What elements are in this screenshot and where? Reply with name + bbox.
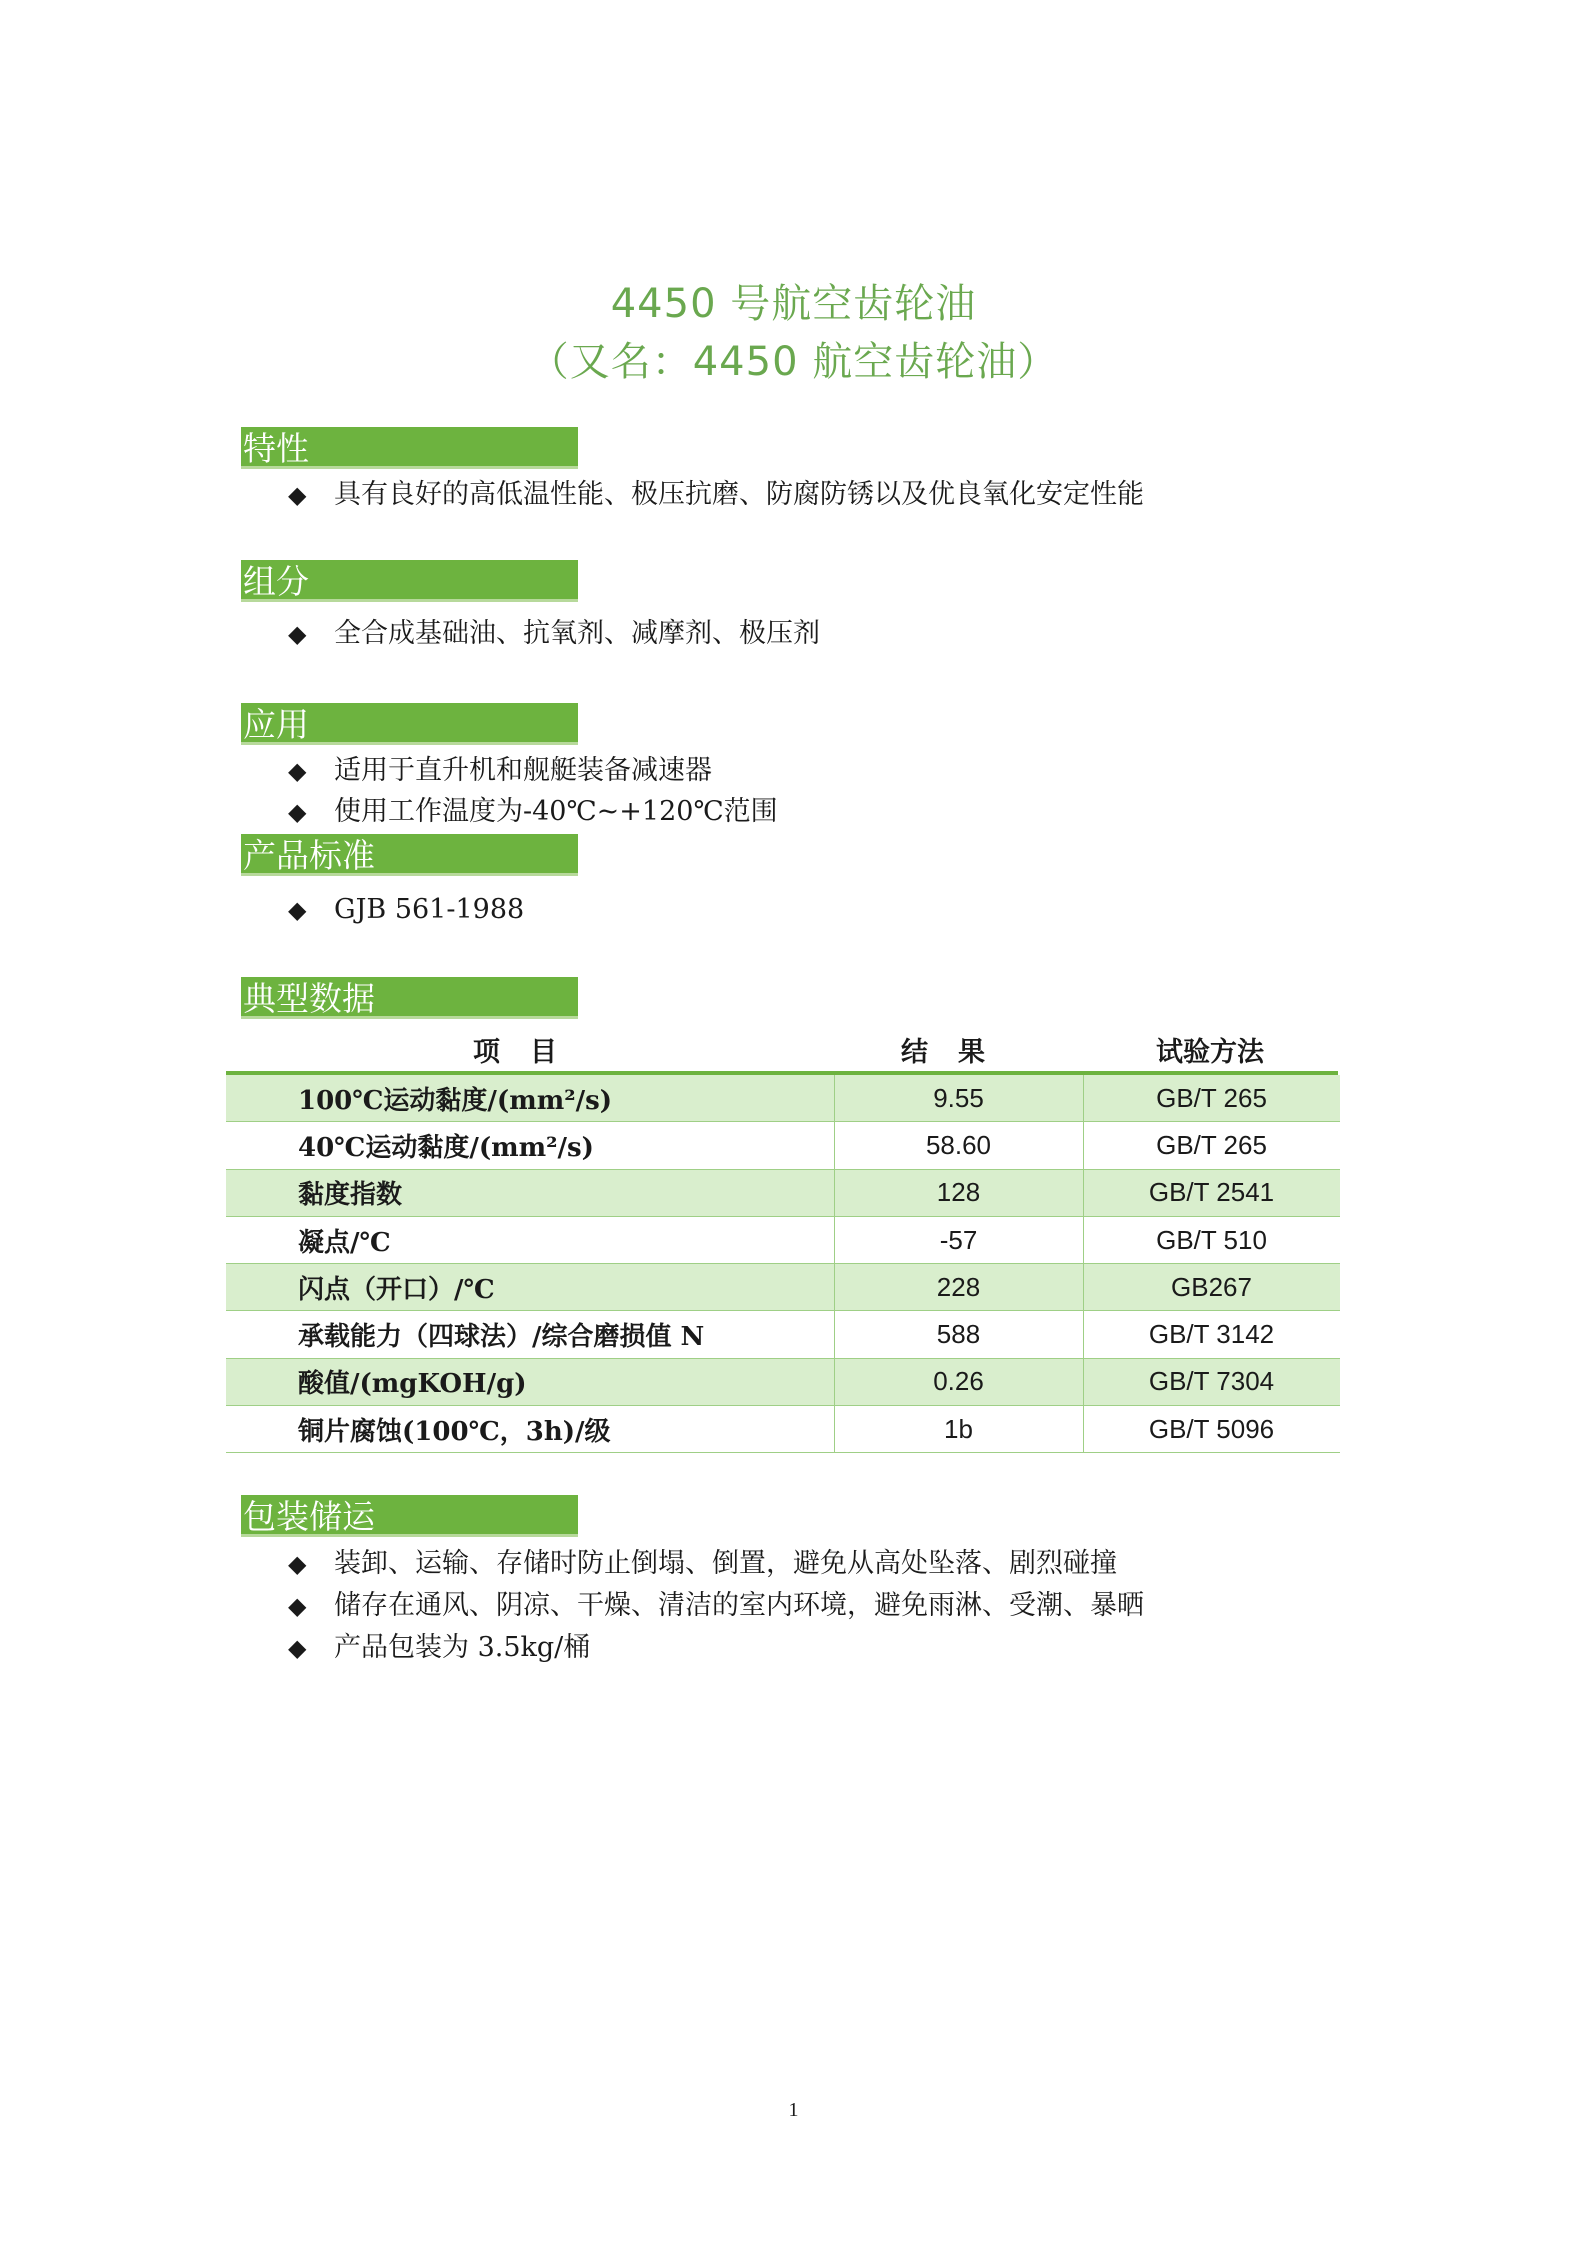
- section-heading-composition: 组分: [241, 560, 578, 602]
- cell-item: 承载能力（四球法）/综合磨损值 N: [226, 1311, 834, 1358]
- diamond-bullet-icon: ◆: [288, 896, 307, 924]
- bullet-text: 产品包装为 3.5kg/桶: [334, 1632, 591, 1663]
- diamond-bullet-icon: ◆: [288, 1550, 307, 1578]
- bullet-text: 全合成基础油、抗氧剂、减摩剂、极压剂: [334, 618, 820, 649]
- bullet-item: [288, 754, 712, 788]
- table-row: [226, 1216, 1340, 1263]
- cell-item: 凝点/℃: [226, 1216, 834, 1263]
- section-heading-application: 应用: [241, 703, 578, 745]
- cell-result: 588: [834, 1311, 1083, 1358]
- cell-method: GB/T 5096: [1083, 1406, 1340, 1453]
- cell-result: 228: [834, 1264, 1083, 1311]
- bullet-text: GJB 561-1988: [334, 894, 525, 925]
- section-heading-features: 特性: [241, 427, 578, 469]
- table-row: [226, 1169, 1340, 1216]
- cell-method: GB/T 265: [1083, 1122, 1340, 1169]
- document-subtitle: （又名：4450 航空齿轮油）: [528, 339, 1059, 385]
- cell-item: 闪点（开口）/℃: [226, 1264, 834, 1311]
- cell-result: -57: [834, 1216, 1083, 1263]
- diamond-bullet-icon: ◆: [288, 620, 307, 648]
- cell-item: 100℃运动黏度/(mm²/s): [226, 1075, 834, 1122]
- bullet-text: 使用工作温度为-40℃~+120℃范围: [334, 796, 778, 827]
- cell-method: GB/T 3142: [1083, 1311, 1340, 1358]
- cell-result: 1b: [834, 1406, 1083, 1453]
- diamond-bullet-icon: ◆: [288, 481, 307, 509]
- cell-method: GB/T 2541: [1083, 1169, 1340, 1216]
- document-title: 4450 号航空齿轮油: [610, 281, 977, 327]
- cell-method: GB267: [1083, 1264, 1340, 1311]
- table-header: [226, 1026, 1338, 1068]
- section-heading-standard: 产品标准: [241, 834, 578, 876]
- cell-result: 9.55: [834, 1075, 1083, 1122]
- table-row: [226, 1311, 1340, 1358]
- column-header-item: 项目: [473, 1037, 587, 1068]
- cell-method: GB/T 265: [1083, 1075, 1340, 1122]
- section-heading-typical-data: 典型数据: [241, 977, 578, 1019]
- cell-item: 40℃运动黏度/(mm²/s): [226, 1122, 834, 1169]
- table-row: [226, 1264, 1340, 1311]
- cell-item: 酸值/(mgKOH/g): [226, 1358, 834, 1405]
- cell-item: 铜片腐蚀(100℃，3h)/级: [226, 1406, 834, 1453]
- table-row: [226, 1358, 1340, 1405]
- cell-result: 128: [834, 1169, 1083, 1216]
- diamond-bullet-icon: ◆: [288, 757, 307, 785]
- bullet-item: [288, 478, 1144, 512]
- bullet-item: [288, 1589, 1144, 1623]
- bullet-item: [288, 617, 820, 651]
- column-header-result: 结果: [901, 1037, 1015, 1068]
- bullet-item: [288, 1547, 1117, 1581]
- section-heading-packaging: 包装储运: [241, 1495, 578, 1537]
- bullet-text: 装卸、运输、存储时防止倒塌、倒置，避免从高处坠落、剧烈碰撞: [334, 1548, 1117, 1579]
- diamond-bullet-icon: ◆: [288, 1592, 307, 1620]
- column-header-method: 试验方法: [1156, 1037, 1264, 1068]
- cell-result: 0.26: [834, 1358, 1083, 1405]
- bullet-text: 具有良好的高低温性能、极压抗磨、防腐防锈以及优良氧化安定性能: [334, 479, 1144, 510]
- typical-data-table: [226, 1075, 1340, 1453]
- cell-method: GB/T 7304: [1083, 1358, 1340, 1405]
- cell-method: GB/T 510: [1083, 1216, 1340, 1263]
- bullet-item: [288, 1631, 590, 1665]
- cell-result: 58.60: [834, 1122, 1083, 1169]
- cell-item: 黏度指数: [226, 1169, 834, 1216]
- bullet-text: 储存在通风、阴凉、干燥、清洁的室内环境，避免雨淋、受潮、暴晒: [334, 1590, 1144, 1621]
- table-row: [226, 1406, 1340, 1453]
- table-row: [226, 1122, 1340, 1169]
- bullet-item: [288, 795, 778, 829]
- diamond-bullet-icon: ◆: [288, 1634, 307, 1662]
- bullet-item: [288, 893, 524, 927]
- bullet-text: 适用于直升机和舰艇装备减速器: [334, 755, 712, 786]
- page-number: 1: [788, 2099, 799, 2121]
- table-row: [226, 1075, 1340, 1122]
- diamond-bullet-icon: ◆: [288, 798, 307, 826]
